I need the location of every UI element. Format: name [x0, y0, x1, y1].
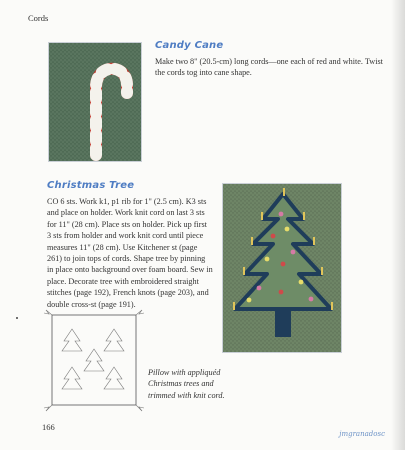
candy-cane-photo: [48, 42, 142, 162]
watermark: jmgranadosc: [339, 430, 385, 438]
running-head: Cords: [28, 13, 49, 23]
page-number: 166: [42, 422, 55, 432]
candy-cane-instructions: Make two 8" (20.5-cm) long cords—one each of red and white. Twist the cords tog into cane shape.: [155, 57, 383, 78]
margin-mark: [16, 317, 18, 319]
christmas-tree-photo: [222, 183, 342, 353]
christmas-tree-title: Christmas Tree: [47, 180, 135, 191]
pillow-caption: Pillow with appliquéd Christmas trees and trimmed with knit cord.: [148, 368, 225, 400]
christmas-tree-instructions: CO 6 sts. Work k1, p1 rib for 1" (2.5 cm). K3 sts and place on holder. Work knit cord on last 3 sts for 11" (28 cm). Place sts on holder. Pick up first 3 sts from holder and work knit cord until piece measures 11" (28 cm). Use Kitchener st (page 261) to join tops of cords. Shape tree by pinning in place onto background over foam board. Sew in place. Decorate tree with embroidered straight stitches (page 192), French knots (page 203), and double cross-st (page 191).: [47, 197, 213, 309]
page-edge-shadow: [391, 0, 405, 450]
candy-cane-title: Candy Cane: [155, 40, 224, 51]
pillow-line-drawing: [42, 307, 146, 415]
